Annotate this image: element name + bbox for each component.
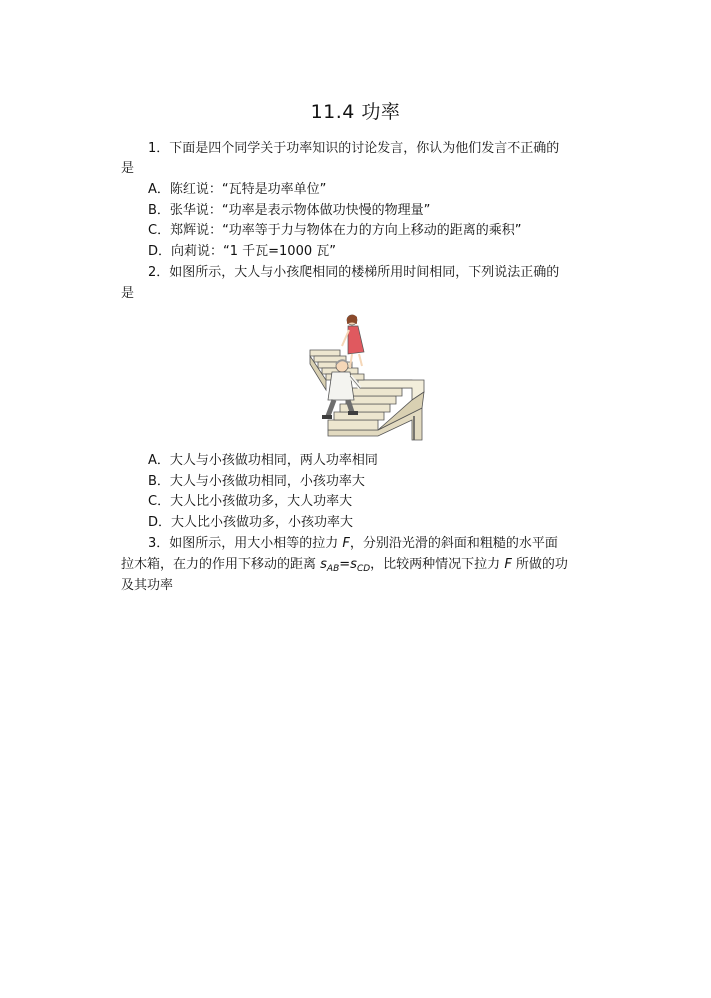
q2-option-a: A．大人与小孩做功相同，两人功率相同 bbox=[148, 453, 378, 468]
q3-stem-line3: 及其功率 bbox=[121, 578, 174, 593]
page-title: 11.4 功率 bbox=[310, 101, 401, 123]
stairs-illustration bbox=[300, 312, 430, 444]
q2-option-b: B．大人与小孩做功相同，小孩功率大 bbox=[148, 474, 365, 489]
force-symbol: F bbox=[342, 536, 350, 551]
distance-symbol-cd: s bbox=[350, 557, 357, 572]
q3-line1-part-b: ，分别沿光滑的斜面和粗糙的水平面 bbox=[349, 536, 558, 551]
q2-stem-line1: 2．如图所示，大人与小孩爬相同的楼梯所用时间相同，下列说法正确的 bbox=[148, 265, 560, 280]
q1-stem-line1: 1．下面是四个同学关于功率知识的讨论发言，你认为他们发言不正确的 bbox=[148, 141, 560, 156]
q1-option-d: D．向莉说：“1 千瓦=1000 瓦” bbox=[148, 244, 336, 259]
subscript-cd: CD bbox=[356, 564, 371, 574]
q2-option-d: D．大人比小孩做功多，小孩功率大 bbox=[148, 515, 354, 530]
q2-stem-line2: 是 bbox=[121, 286, 135, 301]
q1-option-a: A．陈红说：“瓦特是功率单位” bbox=[148, 182, 327, 197]
q1-option-c: C．郑辉说：“功率等于力与物体在力的方向上移动的距离的乘积” bbox=[148, 223, 522, 238]
q1-stem-line2: 是 bbox=[121, 161, 135, 176]
q3-stem-line2 bbox=[121, 555, 568, 579]
q3-stem-line1 bbox=[148, 534, 558, 554]
q1-option-b: B．张华说：“功率是表示物体做功快慢的物理量” bbox=[148, 203, 431, 218]
subscript-ab: AB bbox=[326, 564, 340, 574]
equals-sign: = bbox=[339, 557, 351, 572]
q3-line2-part-c: 所做的功 bbox=[511, 557, 568, 572]
q3-line2-part-b: ，比较两种情况下拉力 bbox=[370, 557, 505, 572]
q3-line1-part-a: 3．如图所示，用大小相等的拉力 bbox=[148, 536, 343, 551]
q2-option-c: C．大人比小孩做功多，大人功率大 bbox=[148, 494, 353, 509]
distance-symbol-ab: s bbox=[320, 557, 327, 572]
force-symbol-2: F bbox=[504, 557, 512, 572]
q3-line2-part-a: 拉木箱，在力的作用下移动的距离 bbox=[121, 557, 321, 572]
